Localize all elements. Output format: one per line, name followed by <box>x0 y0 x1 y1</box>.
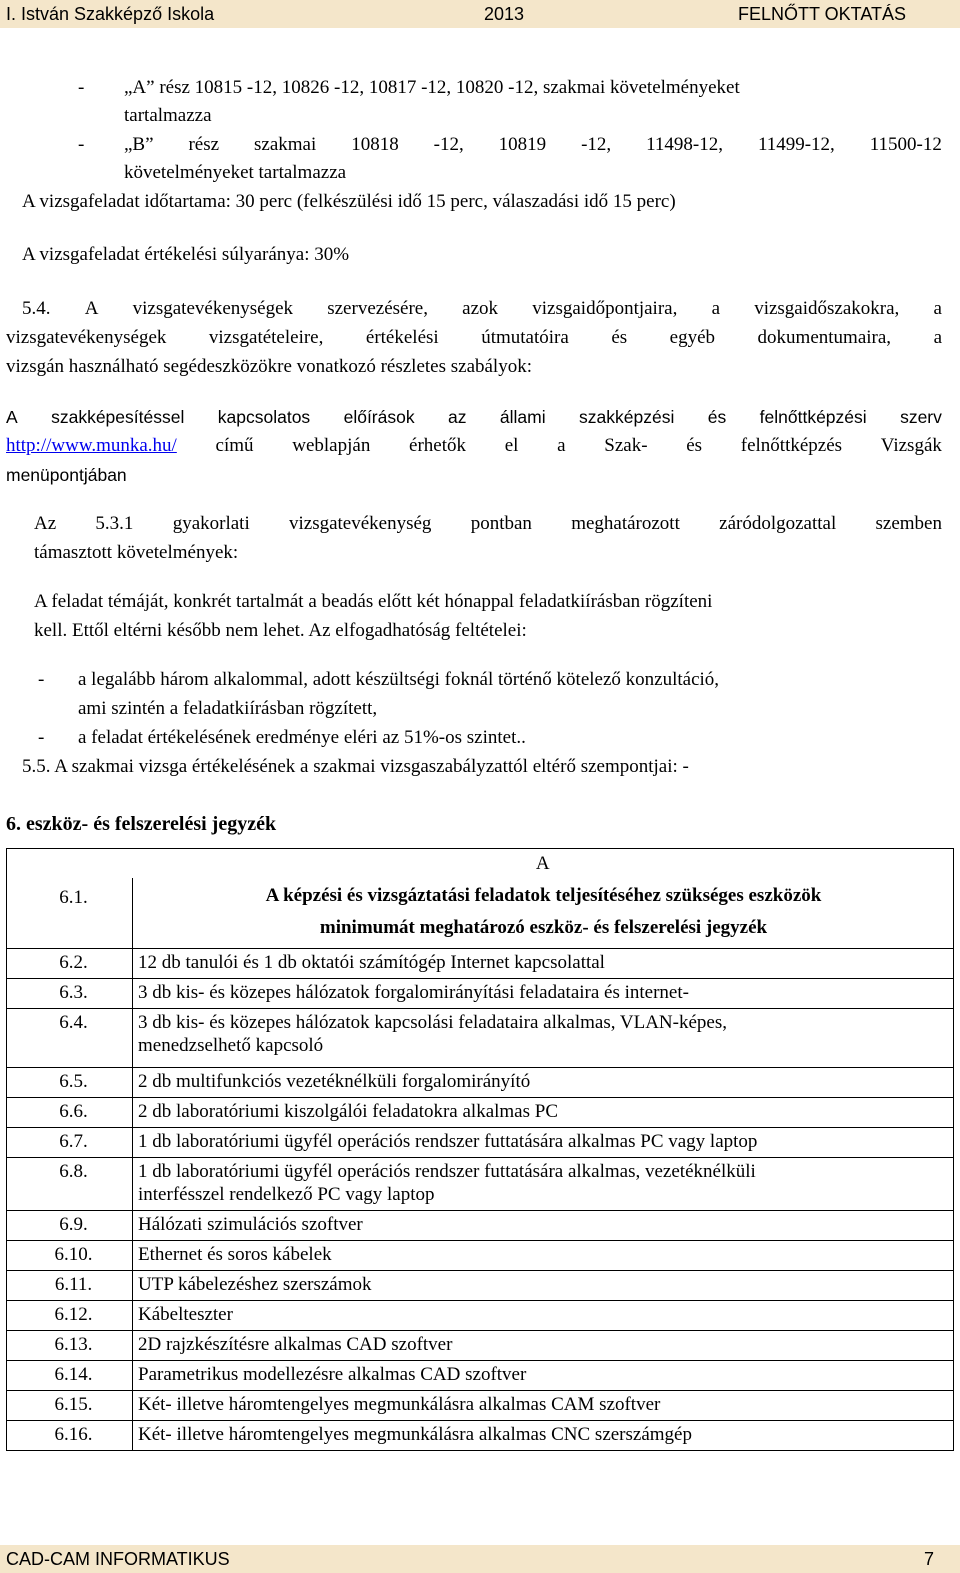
table-row: 6.7. 1 db laboratóriumi ügyfél operációs rendszer futtatására alkalmas PC vagy laptop <box>7 1128 954 1158</box>
table-row: 6.16. Két- illetve háromtengelyes megmunkálásra alkalmas CNC szerszámgép <box>7 1421 954 1451</box>
table-row: 6.10. Ethernet és soros kábelek <box>7 1241 954 1271</box>
page-number: 7 <box>924 1549 935 1569</box>
part-b-text: „B” rész szakmai 10818 -12, 10819 -12, 11498-12, 11499-12, 11500-12 <box>124 134 942 155</box>
table-row: 6.4. 3 db kis- és közepes hálózatok kapcsolási feladataira alkalmas, VLAN-képes, menedzselhető kapcsoló <box>7 1009 954 1068</box>
section-6-heading: 6. eszköz- és felszerelési jegyzék <box>6 813 277 835</box>
task-line1: A feladat témáját, konkrét tartalmát a beadás előtt két hónappal feladatkiírásban rögzíteni <box>34 591 713 612</box>
para-5-4-line1: 5.4. A vizsgatevékenységek szervezésére, azok vizsgaidőpontjaira, a vizsgaidőszakokra, a <box>22 298 942 319</box>
table-title-row <box>7 878 954 949</box>
cond2-dash: - <box>38 727 45 748</box>
regulation-line3: menüpontjában <box>6 465 127 485</box>
para-5-5: 5.5. A szakmai vizsga értékelésének a szakmai vizsgaszabályzattól eltérő szempontjai: - <box>22 756 689 777</box>
part-b-dash: - <box>78 134 85 155</box>
table-row: 6.6. 2 db laboratóriumi kiszolgálói feladatokra alkalmas PC <box>7 1098 954 1128</box>
cond2-text: a feladat értékelésének eredménye eléri az 51%-os szintet.. <box>78 727 526 748</box>
table-column-header-row <box>7 849 954 879</box>
page-footer <box>0 1545 960 1573</box>
page-header <box>0 0 960 28</box>
part-a-dash: - <box>78 77 85 98</box>
table-title: A képzési és vizsgáztatási feladatok teljesítéséhez szükséges eszközök minimumát meghatározó eszköz- és felszerelési jegyzék <box>133 878 954 949</box>
title-number: 6.1. <box>7 878 133 949</box>
para-5-3-1-line2: támasztott követelmények: <box>34 542 239 563</box>
school-name: I. István Szakképző Iskola <box>6 4 215 24</box>
column-a-label: A <box>133 849 954 879</box>
para-5-4-line2: vizsgatevékenységek vizsgatételeire, értékelési útmutatóira és egyéb dokumentumaira, a <box>6 327 942 348</box>
table-row: 6.8. 1 db laboratóriumi ügyfél operációs rendszer futtatására alkalmas, vezetéknélküli interfésszel rendelkező PC vagy laptop <box>7 1158 954 1211</box>
table-row: 6.5. 2 db multifunkciós vezetéknélküli forgalomirányító <box>7 1068 954 1098</box>
header-section: FELNŐTT OKTATÁS <box>738 4 907 24</box>
table-body <box>7 949 954 1451</box>
part-a-text: „A” rész 10815 -12, 10826 -12, 10817 -12, 10820 -12, szakmai követelményeket <box>124 77 740 98</box>
equipment-table <box>6 848 954 1451</box>
table-row: 6.2. 12 db tanulói és 1 db oktatói számítógép Internet kapcsolattal <box>7 949 954 979</box>
table-row: 6.11. UTP kábelezéshez szerszámok <box>7 1271 954 1301</box>
table-row: 6.9. Hálózati szimulációs szoftver <box>7 1211 954 1241</box>
cond1-line1: a legalább három alkalommal, adott készültségi foknál történő kötelező konzultáció, <box>78 669 720 690</box>
exam-weight: A vizsgafeladat értékelési súlyaránya: 30% <box>22 244 350 265</box>
exam-duration: A vizsgafeladat időtartama: 30 perc (felkészülési idő 15 perc, válaszadási idő 15 perc) <box>22 191 676 212</box>
part-b-cont: követelményeket tartalmazza <box>124 162 347 183</box>
munka-hu-link[interactable]: http://www.munka.hu/ <box>6 435 177 456</box>
cond1-line2: ami szintén a feladatkiírásban rögzített, <box>78 698 378 719</box>
part-a-cont: tartalmazza <box>124 105 212 126</box>
para-5-4-line3: vizsgán használható segédeszközökre vonatkozó részletes szabályok: <box>6 356 532 377</box>
table-row: 6.14. Parametrikus modellezésre alkalmas CAD szoftver <box>7 1361 954 1391</box>
cond1-dash: - <box>38 669 45 690</box>
para-5-3-1-line1: Az 5.3.1 gyakorlati vizsgatevékenység pontban meghatározott záródolgozattal szemben <box>34 513 942 534</box>
table-row: 6.3. 3 db kis- és közepes hálózatok forgalomirányítási feladataira és internet- <box>7 979 954 1009</box>
table-row: 6.12. Kábelteszter <box>7 1301 954 1331</box>
table-row: 6.15. Két- illetve háromtengelyes megmunkálásra alkalmas CAM szoftver <box>7 1391 954 1421</box>
regulation-line2: http://www.munka.hu/ című weblapján érhetők el a Szak- és felnőttképzés Vizsgák <box>6 435 942 456</box>
table-row: 6.13. 2D rajzkészítésre alkalmas CAD szoftver <box>7 1331 954 1361</box>
footer-title: CAD-CAM INFORMATIKUS <box>6 1549 230 1569</box>
regulation-line1: A szakképesítéssel kapcsolatos előírások az állami szakképzési és felnőttképzési szerv <box>6 407 942 427</box>
task-line2: kell. Ettől eltérni később nem lehet. Az elfogadhatóság feltételei: <box>34 620 527 641</box>
header-year: 2013 <box>484 4 525 24</box>
